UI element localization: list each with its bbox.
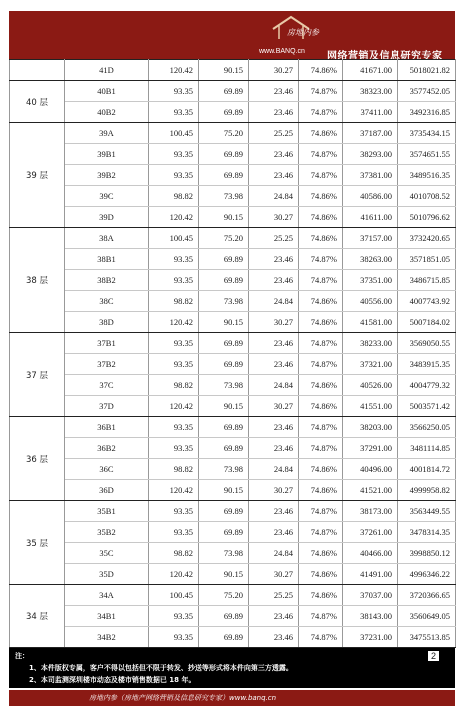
table-body (10, 60, 456, 648)
ratio-cell: 74.86% (299, 585, 343, 606)
floor-label: 38 层 (10, 228, 65, 333)
shared-area-cell: 23.46 (249, 501, 299, 522)
unit-price-cell: 40496.00 (343, 459, 398, 480)
table-row (10, 60, 456, 81)
shared-area-cell: 23.46 (249, 417, 299, 438)
total-price-cell: 3574651.55 (398, 144, 456, 165)
total-price-cell: 4004779.32 (398, 375, 456, 396)
unit-price-cell: 41611.00 (343, 207, 398, 228)
inner-area-cell: 90.15 (199, 207, 249, 228)
ratio-cell: 74.86% (299, 459, 343, 480)
shared-area-cell: 24.84 (249, 459, 299, 480)
unit-price-cell: 38263.00 (343, 249, 398, 270)
room-cell: 36B2 (65, 438, 149, 459)
room-cell: 35B2 (65, 522, 149, 543)
shared-area-cell: 23.46 (249, 438, 299, 459)
total-price-cell: 5003571.42 (398, 396, 456, 417)
ratio-cell: 74.86% (299, 207, 343, 228)
inner-area-cell: 73.98 (199, 291, 249, 312)
room-cell: 38A (65, 228, 149, 249)
ratio-cell: 74.87% (299, 501, 343, 522)
area-cell: 93.35 (149, 438, 199, 459)
area-cell: 93.35 (149, 81, 199, 102)
table-row (10, 144, 456, 165)
area-cell: 120.42 (149, 207, 199, 228)
area-cell: 93.35 (149, 417, 199, 438)
unit-price-cell: 37157.00 (343, 228, 398, 249)
inner-area-cell: 69.89 (199, 501, 249, 522)
total-price-cell: 3720366.65 (398, 585, 456, 606)
table-row (10, 501, 456, 522)
page-header (9, 11, 455, 62)
shared-area-cell: 30.27 (249, 60, 299, 81)
shared-area-cell: 30.27 (249, 396, 299, 417)
inner-area-cell: 73.98 (199, 375, 249, 396)
inner-area-cell: 69.89 (199, 417, 249, 438)
room-cell: 34B1 (65, 606, 149, 627)
shared-area-cell: 23.46 (249, 522, 299, 543)
inner-area-cell: 73.98 (199, 186, 249, 207)
area-cell: 98.82 (149, 375, 199, 396)
unit-price-cell: 37261.00 (343, 522, 398, 543)
total-price-cell: 3489516.35 (398, 165, 456, 186)
table-row (10, 81, 456, 102)
table-row (10, 396, 456, 417)
ratio-cell: 74.87% (299, 606, 343, 627)
shared-area-cell: 23.46 (249, 606, 299, 627)
total-price-cell: 3475513.85 (398, 627, 456, 648)
room-cell: 41D (65, 60, 149, 81)
shared-area-cell: 25.25 (249, 228, 299, 249)
floor-label: 39 层 (10, 123, 65, 228)
shared-area-cell: 30.27 (249, 564, 299, 585)
ratio-cell: 74.86% (299, 564, 343, 585)
total-price-cell: 4001814.72 (398, 459, 456, 480)
shared-area-cell: 24.84 (249, 543, 299, 564)
room-cell: 34B2 (65, 627, 149, 648)
total-price-cell: 3735434.15 (398, 123, 456, 144)
room-cell: 37B1 (65, 333, 149, 354)
shared-area-cell: 23.46 (249, 333, 299, 354)
unit-price-cell: 37291.00 (343, 438, 398, 459)
unit-price-cell: 38173.00 (343, 501, 398, 522)
room-cell: 36D (65, 480, 149, 501)
ratio-cell: 74.86% (299, 543, 343, 564)
table-row (10, 627, 456, 648)
total-price-cell: 3566250.05 (398, 417, 456, 438)
unit-price-cell: 41581.00 (343, 312, 398, 333)
room-cell: 38B1 (65, 249, 149, 270)
table-row (10, 543, 456, 564)
inner-area-cell: 69.89 (199, 333, 249, 354)
total-price-cell: 3478314.35 (398, 522, 456, 543)
ratio-cell: 74.87% (299, 627, 343, 648)
total-price-cell: 3563449.55 (398, 501, 456, 522)
inner-area-cell: 69.89 (199, 165, 249, 186)
room-cell: 39B1 (65, 144, 149, 165)
unit-price-cell: 40556.00 (343, 291, 398, 312)
notes-line-1: 1、本件版权专属，客户不得以包括但不限于转发、抄送等形式将本件向第三方透露。 (29, 664, 293, 672)
ratio-cell: 74.87% (299, 333, 343, 354)
ratio-cell: 74.87% (299, 438, 343, 459)
floor-label: 36 层 (10, 417, 65, 501)
inner-area-cell: 90.15 (199, 396, 249, 417)
shared-area-cell: 30.27 (249, 312, 299, 333)
floor-label (10, 60, 65, 81)
inner-area-cell: 69.89 (199, 354, 249, 375)
ratio-cell: 74.86% (299, 291, 343, 312)
table-row (10, 438, 456, 459)
page-number: 2 (428, 651, 439, 661)
inner-area-cell: 90.15 (199, 564, 249, 585)
area-cell: 93.35 (149, 627, 199, 648)
total-price-cell: 3486715.85 (398, 270, 456, 291)
shared-area-cell: 23.46 (249, 102, 299, 123)
ratio-cell: 74.87% (299, 144, 343, 165)
inner-area-cell: 90.15 (199, 312, 249, 333)
ratio-cell: 74.86% (299, 396, 343, 417)
inner-area-cell: 69.89 (199, 102, 249, 123)
total-price-cell: 5018021.82 (398, 60, 456, 81)
room-cell: 38D (65, 312, 149, 333)
total-price-cell: 5007184.02 (398, 312, 456, 333)
shared-area-cell: 24.84 (249, 291, 299, 312)
area-cell: 93.35 (149, 333, 199, 354)
total-price-cell: 3481114.85 (398, 438, 456, 459)
unit-price-cell: 37037.00 (343, 585, 398, 606)
shared-area-cell: 23.46 (249, 144, 299, 165)
shared-area-cell: 23.46 (249, 627, 299, 648)
area-cell: 120.42 (149, 312, 199, 333)
ratio-cell: 74.87% (299, 165, 343, 186)
room-cell: 35B1 (65, 501, 149, 522)
shared-area-cell: 23.46 (249, 165, 299, 186)
ratio-cell: 74.86% (299, 60, 343, 81)
shared-area-cell: 23.46 (249, 354, 299, 375)
total-price-cell: 5010796.62 (398, 207, 456, 228)
total-price-cell: 3732420.65 (398, 228, 456, 249)
room-cell: 38B2 (65, 270, 149, 291)
table-row (10, 459, 456, 480)
room-cell: 37B2 (65, 354, 149, 375)
inner-area-cell: 69.89 (199, 144, 249, 165)
ratio-cell: 74.87% (299, 270, 343, 291)
table-row (10, 186, 456, 207)
price-table (9, 59, 456, 648)
area-cell: 93.35 (149, 501, 199, 522)
area-cell: 93.35 (149, 249, 199, 270)
unit-price-cell: 41521.00 (343, 480, 398, 501)
total-price-cell: 3483915.35 (398, 354, 456, 375)
ratio-cell: 74.86% (299, 186, 343, 207)
area-cell: 98.82 (149, 291, 199, 312)
total-price-cell: 3569050.55 (398, 333, 456, 354)
area-cell: 120.42 (149, 480, 199, 501)
logo-url: www.BANQ.cn (259, 48, 305, 55)
ratio-cell: 74.86% (299, 480, 343, 501)
header-title: 网络营销及信息研究专家 (327, 51, 443, 62)
room-cell: 39D (65, 207, 149, 228)
ratio-cell: 74.87% (299, 81, 343, 102)
room-cell: 40B1 (65, 81, 149, 102)
total-price-cell: 3560649.05 (398, 606, 456, 627)
area-cell: 120.42 (149, 396, 199, 417)
ratio-cell: 74.86% (299, 123, 343, 144)
total-price-cell: 3998850.12 (398, 543, 456, 564)
unit-price-cell: 38323.00 (343, 81, 398, 102)
unit-price-cell: 37231.00 (343, 627, 398, 648)
table-row (10, 354, 456, 375)
unit-price-cell: 41551.00 (343, 396, 398, 417)
table-row (10, 375, 456, 396)
area-cell: 93.35 (149, 144, 199, 165)
shared-area-cell: 23.46 (249, 249, 299, 270)
table-row (10, 207, 456, 228)
inner-area-cell: 69.89 (199, 249, 249, 270)
notes-title: 注： (15, 652, 29, 660)
ratio-cell: 74.87% (299, 354, 343, 375)
shared-area-cell: 23.46 (249, 81, 299, 102)
area-cell: 120.42 (149, 564, 199, 585)
total-price-cell: 4010708.52 (398, 186, 456, 207)
shared-area-cell: 24.84 (249, 186, 299, 207)
inner-area-cell: 75.20 (199, 123, 249, 144)
area-cell: 93.35 (149, 606, 199, 627)
room-cell: 34A (65, 585, 149, 606)
room-cell: 36C (65, 459, 149, 480)
area-cell: 120.42 (149, 60, 199, 81)
inner-area-cell: 69.89 (199, 522, 249, 543)
ratio-cell: 74.86% (299, 312, 343, 333)
ratio-cell: 74.87% (299, 522, 343, 543)
page-footer (9, 690, 455, 706)
inner-area-cell: 75.20 (199, 228, 249, 249)
unit-price-cell: 41491.00 (343, 564, 398, 585)
area-cell: 98.82 (149, 459, 199, 480)
table-row (10, 291, 456, 312)
total-price-cell: 3577452.05 (398, 81, 456, 102)
area-cell: 98.82 (149, 543, 199, 564)
floor-label: 37 层 (10, 333, 65, 417)
floor-label: 40 层 (10, 81, 65, 123)
footer-text: 房地内参（房地产网络营销及信息研究专家）www.banq.cn (89, 694, 277, 702)
unit-price-cell: 40526.00 (343, 375, 398, 396)
area-cell: 100.45 (149, 123, 199, 144)
shared-area-cell: 30.27 (249, 480, 299, 501)
inner-area-cell: 73.98 (199, 459, 249, 480)
shared-area-cell: 25.25 (249, 123, 299, 144)
ratio-cell: 74.87% (299, 102, 343, 123)
area-cell: 98.82 (149, 186, 199, 207)
table-row (10, 417, 456, 438)
table-row (10, 312, 456, 333)
unit-price-cell: 37187.00 (343, 123, 398, 144)
table-row (10, 585, 456, 606)
table-row (10, 165, 456, 186)
ratio-cell: 74.86% (299, 375, 343, 396)
total-price-cell: 3492316.85 (398, 102, 456, 123)
room-cell: 39B2 (65, 165, 149, 186)
unit-price-cell: 38233.00 (343, 333, 398, 354)
shared-area-cell: 23.46 (249, 270, 299, 291)
table-row (10, 522, 456, 543)
shared-area-cell: 24.84 (249, 375, 299, 396)
unit-price-cell: 38293.00 (343, 144, 398, 165)
inner-area-cell: 73.98 (199, 543, 249, 564)
area-cell: 93.35 (149, 165, 199, 186)
notes-line-2: 2、本司监测深圳楼市动态及楼市销售数据已 18 年。 (29, 676, 196, 684)
inner-area-cell: 69.89 (199, 606, 249, 627)
room-cell: 35D (65, 564, 149, 585)
unit-price-cell: 38203.00 (343, 417, 398, 438)
room-cell: 40B2 (65, 102, 149, 123)
total-price-cell: 3571851.05 (398, 249, 456, 270)
room-cell: 36B1 (65, 417, 149, 438)
area-cell: 93.35 (149, 522, 199, 543)
unit-price-cell: 37381.00 (343, 165, 398, 186)
room-cell: 39C (65, 186, 149, 207)
room-cell: 39A (65, 123, 149, 144)
area-cell: 93.35 (149, 270, 199, 291)
unit-price-cell: 37351.00 (343, 270, 398, 291)
unit-price-cell: 40466.00 (343, 543, 398, 564)
table-row (10, 480, 456, 501)
unit-price-cell: 40586.00 (343, 186, 398, 207)
total-price-cell: 4007743.92 (398, 291, 456, 312)
unit-price-cell: 41671.00 (343, 60, 398, 81)
inner-area-cell: 69.89 (199, 627, 249, 648)
area-cell: 100.45 (149, 585, 199, 606)
table-row (10, 564, 456, 585)
notes-box (9, 648, 455, 688)
logo-text: 房地内参 (287, 28, 319, 37)
unit-price-cell: 38143.00 (343, 606, 398, 627)
inner-area-cell: 69.89 (199, 81, 249, 102)
area-cell: 100.45 (149, 228, 199, 249)
room-cell: 37C (65, 375, 149, 396)
floor-label: 34 层 (10, 585, 65, 648)
total-price-cell: 4999958.82 (398, 480, 456, 501)
floor-label: 35 层 (10, 501, 65, 585)
ratio-cell: 74.87% (299, 249, 343, 270)
ratio-cell: 74.87% (299, 417, 343, 438)
table-row (10, 333, 456, 354)
ratio-cell: 74.86% (299, 228, 343, 249)
shared-area-cell: 30.27 (249, 207, 299, 228)
shared-area-cell: 25.25 (249, 585, 299, 606)
table-row (10, 606, 456, 627)
room-cell: 35C (65, 543, 149, 564)
table-row (10, 123, 456, 144)
inner-area-cell: 90.15 (199, 480, 249, 501)
inner-area-cell: 90.15 (199, 60, 249, 81)
area-cell: 93.35 (149, 354, 199, 375)
inner-area-cell: 69.89 (199, 438, 249, 459)
room-cell: 37D (65, 396, 149, 417)
inner-area-cell: 75.20 (199, 585, 249, 606)
total-price-cell: 4996346.22 (398, 564, 456, 585)
unit-price-cell: 37321.00 (343, 354, 398, 375)
table-row (10, 228, 456, 249)
table-row (10, 270, 456, 291)
table-row (10, 249, 456, 270)
area-cell: 93.35 (149, 102, 199, 123)
table-row (10, 102, 456, 123)
room-cell: 38C (65, 291, 149, 312)
unit-price-cell: 37411.00 (343, 102, 398, 123)
inner-area-cell: 69.89 (199, 270, 249, 291)
